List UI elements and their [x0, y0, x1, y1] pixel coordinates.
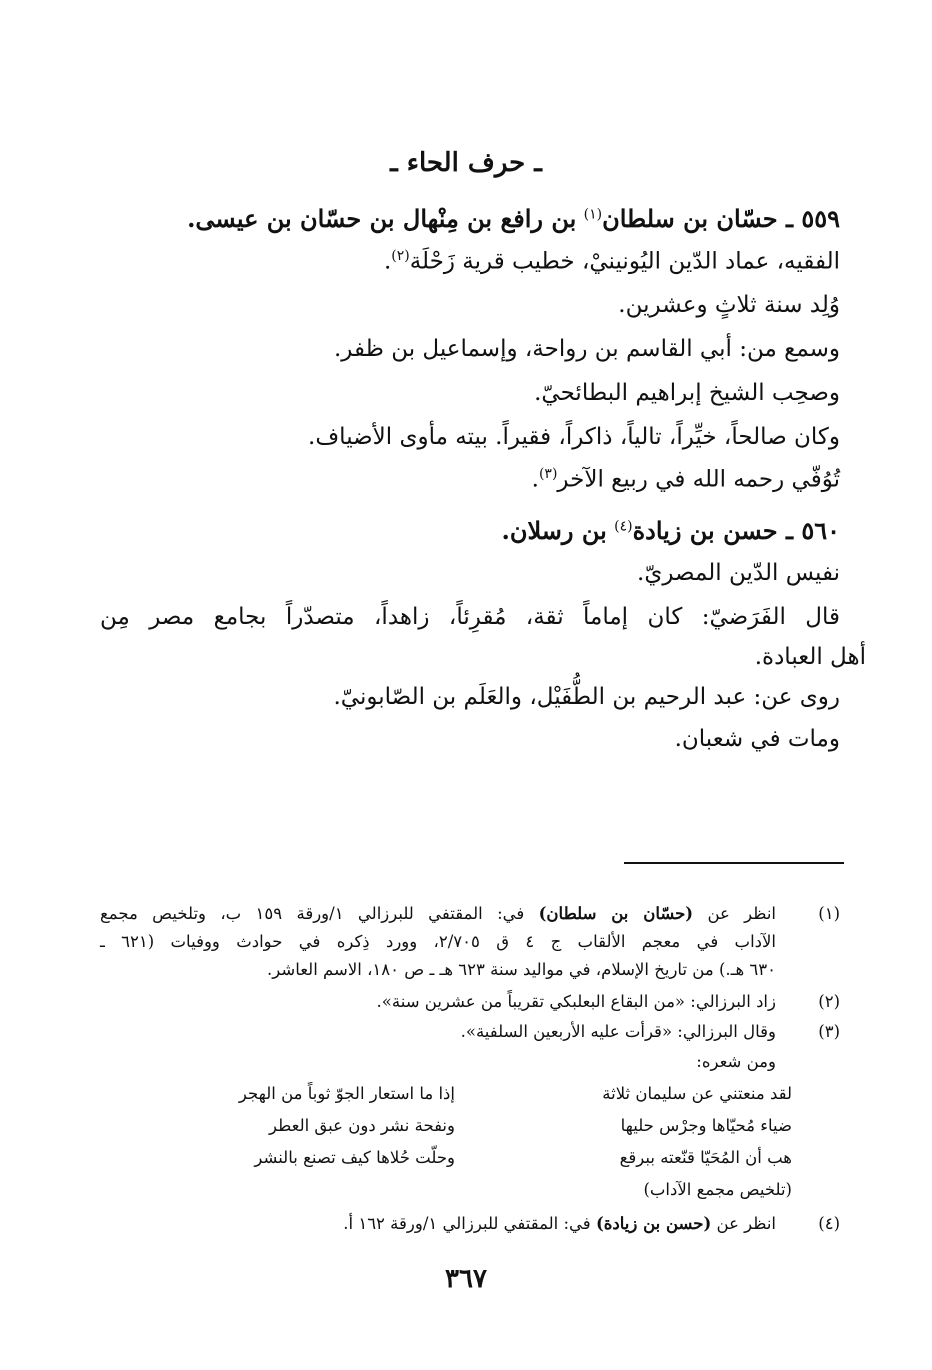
verse-1-second-hemistich: إذا ما استعار الجوّ ثوباً من الهجر — [238, 1084, 455, 1103]
footnote-ref-1: (١) — [583, 206, 603, 223]
verse-2-second-hemistich: ونفحة نشر دون عبق العطر — [268, 1116, 455, 1135]
entry-560-line-3: قال الفَرَضيّ: كان إماماً ثقة، مُقرِئاً، زاهداً، متصدّراً بجامع مصر مِن — [100, 604, 840, 630]
footnote-1-pre: انظر عن — [707, 904, 776, 923]
footnote-3-number: (٣) — [818, 1022, 840, 1041]
entry-559-line-6: وكان صالحاً، خيِّراً، تالياً، ذاكراً، فقيراً. بيته مأوى الأضياف. — [308, 424, 840, 450]
entry-560-line-4: أهل العبادة. — [754, 644, 866, 670]
entry-559-line-2 — [384, 248, 840, 275]
verse-3-second-hemistich: وحلّت حُلاها كيف تصنع بالنشر — [254, 1148, 455, 1167]
entry-559-line-4: وسمع من: أبي القاسم بن رواحة، وإسماعيل بن ظفر. — [333, 336, 840, 362]
footnote-ref-4: (٤) — [614, 518, 633, 535]
footnote-2-text: زاد البرزالي: «من البقاع البعلبكي تقريباً من عشرين سنة». — [376, 992, 776, 1011]
verse-3-first-hemistich: هب أن المُحَيّا قنّعته ببرقع — [619, 1148, 792, 1167]
entry-560-line-6: ومات في شعبان. — [674, 726, 840, 752]
footnote-1-line-c: ٦٣٠ هـ.) من تاريخ الإسلام، في مواليد سنة ٦٢٣ هـ ـ ص ١٨٠، الاسم العاشر. — [267, 960, 776, 979]
footnote-ref-2: (٢) — [391, 248, 410, 264]
footnote-1-number: (١) — [818, 904, 840, 923]
entry-559-text-7: تُوُفّي رحمه الله في ربيع الآخر — [557, 466, 840, 493]
footnote-1-post: في: المقتفي للبرزالي ١/ورقة ١٥٩ ب، وتلخيص مجمع — [100, 904, 525, 923]
entry-559-line-5: وصحِب الشيخ إبراهيم البطائحيّ. — [534, 380, 840, 406]
entry-559-title-line — [187, 204, 840, 233]
entry-559-line-7 — [532, 466, 840, 493]
entry-559-title-rest: بن رافع بن مِنْهال بن حسّان بن عيسى. — [187, 204, 577, 233]
footnote-4-text — [343, 1214, 776, 1233]
verse-2-first-hemistich: ضياء مُحيّاها وجرْس حليها — [620, 1116, 792, 1135]
verse-1-first-hemistich: لقد منعتني عن سليمان ثلاثة — [602, 1084, 792, 1103]
footnote-1-line-b: الآداب في معجم الألقاب ج ٤ ق ٢/٧٠٥، وورد ذِكره في حوادث ووفيات (٦٢١ ـ — [100, 932, 776, 951]
entry-560-title: ٥٦٠ ـ حسن بن زيادة — [632, 516, 840, 545]
footnote-1-line-a — [100, 904, 776, 923]
footnote-4-pre: انظر عن — [716, 1214, 776, 1233]
entry-560-title-rest: بن رسلان. — [501, 516, 607, 545]
entry-559-line-3: وُلِد سنة ثلاثٍ وعشرين. — [618, 292, 840, 318]
footnote-1-bold: (حسّان بن سلطان) — [538, 904, 694, 923]
footnote-ref-3: (٣) — [538, 466, 558, 482]
page-number: ٣٦٧ — [445, 1264, 487, 1294]
footnote-4-bold: (حسن بن زيادة) — [595, 1214, 712, 1233]
entry-560-line-2: نفيس الدّين المصريّ. — [637, 560, 840, 586]
poem-source-text: (تلخيص مجمع الآداب) — [643, 1180, 792, 1199]
footnote-separator — [624, 862, 844, 864]
entry-559-text-2-end: . — [383, 248, 392, 275]
entry-559-text-2: الفقيه، عماد الدّين اليُونينيْ، خطيب قرية زَحْلَة — [409, 248, 840, 275]
poem-intro: ومن شعره: — [696, 1052, 776, 1071]
footnote-2-number: (٢) — [818, 992, 840, 1011]
chapter-heading: ـ حرف الحاء ـ — [390, 148, 542, 178]
entry-560-title-line — [501, 516, 840, 545]
footnote-4-number: (٤) — [818, 1214, 840, 1233]
footnote-4-post: في: المقتفي للبرزالي ١/ورقة ١٦٢ أ. — [343, 1214, 591, 1233]
entry-559-title: ٥٥٩ ـ حسّان بن سلطان — [602, 204, 840, 233]
entry-559-text-7-end: . — [531, 466, 539, 493]
entry-560-line-5: روى عن: عبد الرحيم بن الطُّفَيْل، والعَلَم بن الصّابونيّ. — [333, 684, 840, 710]
footnote-3-text: وقال البرزالي: «قرأت عليه الأربعين السلفية». — [460, 1022, 776, 1041]
